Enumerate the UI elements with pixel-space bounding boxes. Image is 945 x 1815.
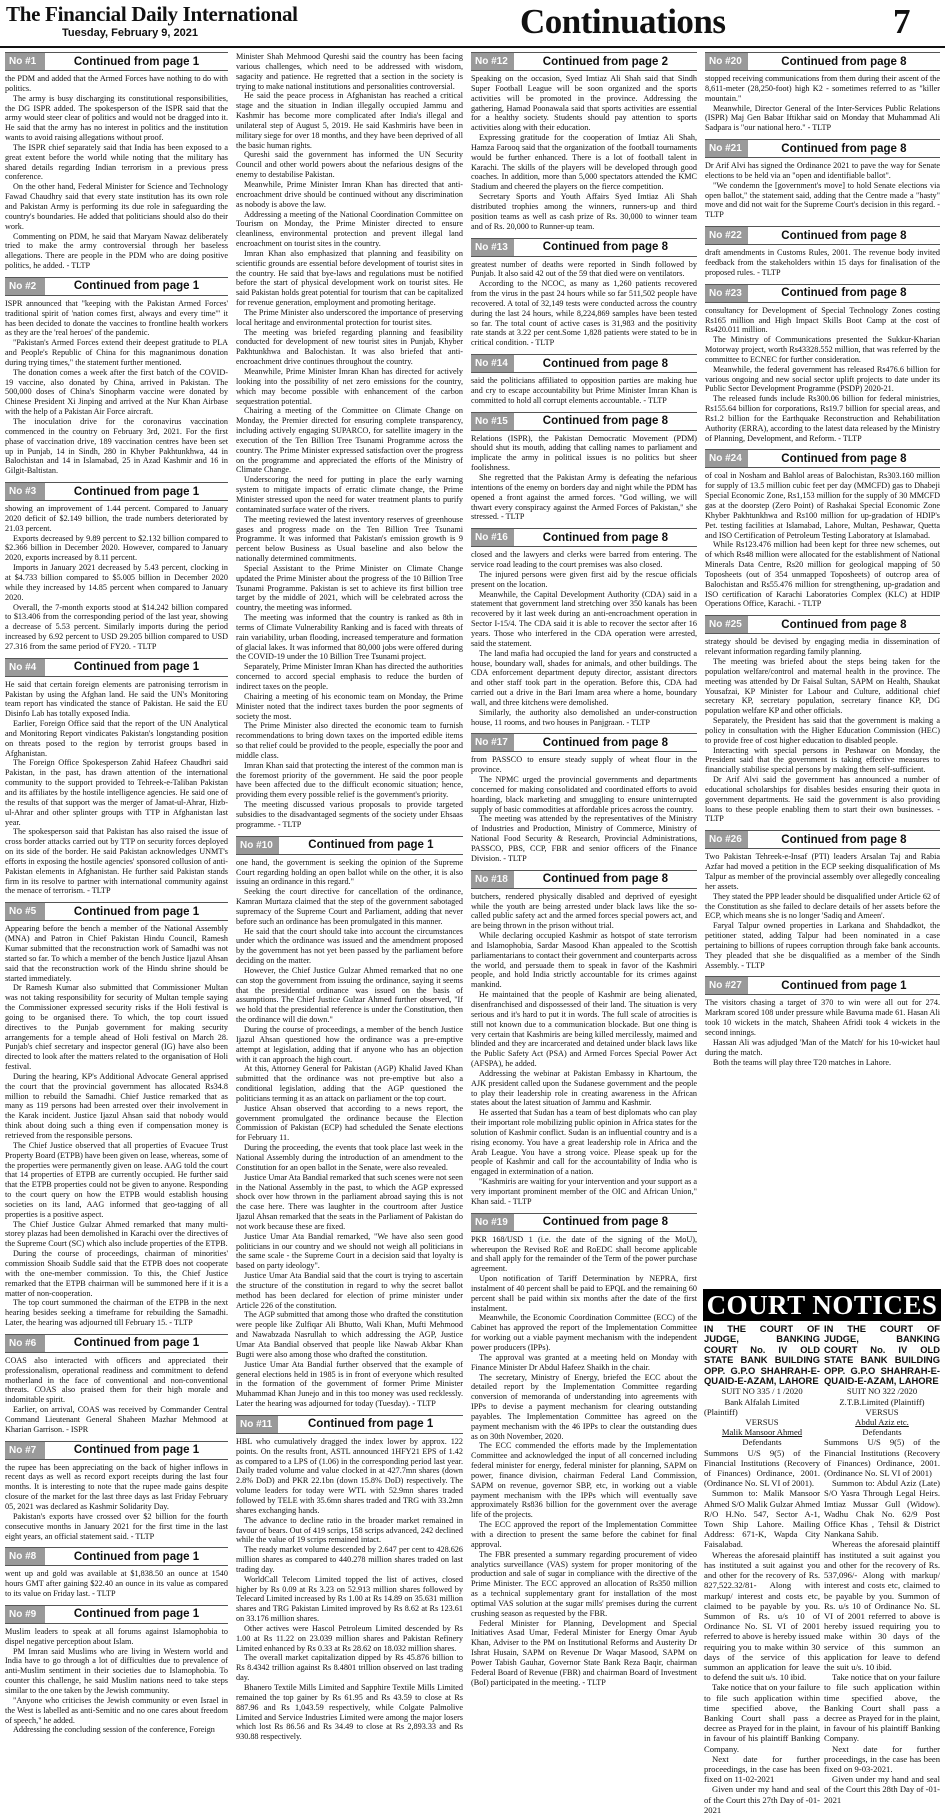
article-paragraph: The land mafia had occupied the land for years and constructed a house, boundary wall, shades for animals, and other buildings. The CDA enforcement department deputy director, assistant directors and other staff took part in the operation. Before this, CDA had carried out a drive in the Bari Imam area where a home, boundary wall, and three kitchens were demolished. xyxy=(471,648,697,707)
article-body xyxy=(705,248,940,278)
article-paragraph: greatest number of deaths were reported in Sindh followed by Punjab. It also said 42 out of the 59 that died were on ventilators. xyxy=(471,259,697,279)
article-paragraph: went up and gold was available at $1,838.50 an ounce at 1540 hours GMT after gaining $22.40 an ounce in its value as compared to its value on Friday last. - TLTP xyxy=(5,1569,228,1599)
article-paragraph: While Rs123.476 million had been kept for three new schemes, out of which Rs48 million were allocated for the establishment of National Minerals Data Centre, Rs20 million for geological mapping of 50 Toposheets (out of 354 unmapped Toposheets) of outcrop area of Balochistan and Rs55.476 million for strengthening, up-gradation and ISO certification of Karachi Laboratories Complex (KLC) at HDIP Operations Office, Karachi. - TLTP xyxy=(705,540,940,609)
article xyxy=(5,658,228,897)
article-number-tag: No #15 xyxy=(471,413,514,430)
article-paragraph: consultancy for Development of Special Technology Zones costing Rs165 million and High Impact Skills Boot Camp at the cost of Rs420.011 million. xyxy=(705,305,940,335)
article-paragraph: Justice Umar Ata Bandial said that the court is trying to ascertain the structure of the constitution in regard to why the secret ballot method has been declared for election of prime minister under Article 226 of the constitution. xyxy=(236,1271,463,1310)
article-body xyxy=(471,550,697,727)
article-number-tag: No #22 xyxy=(705,227,748,244)
article-header xyxy=(5,902,228,921)
article-paragraph: Imran Khan also emphasized that planning and feasibility on scientific grounds are essential before development of tourist sites in the country. He said that bye-laws and regulations must be notified before the start of physical development work on tourist sites. He said Pakistan holds great potential for tourism that can be capitalized for revenue generation, employment and promoting heritage. xyxy=(236,248,463,308)
article xyxy=(705,284,940,444)
article-paragraph: Earlier, Foreign Office said that the report of the UN Analytical and Monitoring Report vindicates Pakistan's longstanding position on threats posed to the region by terrorist groups based in Afghanistan. xyxy=(5,719,228,758)
article-paragraph: Exports decreased by 9.89 percent to $2.132 billion compared to $2.366 billion in December 2020. However, compared to January 2020, exports increased by 8.11 percent. xyxy=(5,533,228,563)
article-paragraph: Federal Minister for Planning, Development and Special Initiatives Asad Umar, Federal Minister for Energy Omar Ayub Khan, Adviser to the PM on Institutional Reforms and Austerity Dr Ishrat Husain, SAPM on Revenue Dr Waqar Masood, SAPM on Power Tabish Gauhar, Governor State Bank Reza Baqir, chairman Federal Board of Revenue (FBR) and chairman Board of Investment (BoI) participated in the meeting. - TLTP xyxy=(471,1618,697,1687)
article-paragraph: Commenting on PDM, he said that Maryam Nawaz deliberately tried to make the army controversial through her baseless allegations. There are people in the PDM who are doing positive politics, he added. - TLTP xyxy=(5,231,228,271)
article-paragraph: Bhanero Textile Mills Limited and Sapphire Textile Mills Limited remained the top gainer by Rs 61.95 and Rs 43.59 to close at Rs 887.96 and Rs 1,043.59 respectively, while Colgate Palmolive Limited and Service Industries Limited were among the major losers which lost Rs 86.56 and Rs 34.49 to close at Rs 2,893.33 and Rs 930.88 respectively. xyxy=(236,1683,463,1742)
article-continued-label: Continued from page 8 xyxy=(542,357,669,370)
article xyxy=(471,528,697,727)
article-body xyxy=(705,852,940,970)
article-continued-label: Continued from page 8 xyxy=(781,229,907,242)
article-paragraph: During the course of proceedings, a member of the bench Justice Ijazul Ahsan questioned how the ordinance was a pre-emptive attempt at legislation, adding that if anyone who has an objection with it can approach the high court. xyxy=(236,1025,463,1064)
article-paragraph: Relations (ISPR), the Pakistan Democratic Movement (PDM) should shut its mouth, adding that calling names to parliament and implicate the army in political issues is no politics but sheer foolishness. xyxy=(471,433,697,473)
page-number: 7 xyxy=(893,2,911,41)
notice-versus: VERSUS xyxy=(865,1406,899,1417)
article-paragraph: from PASSCO to ensure steady supply of wheat flour in the province. xyxy=(471,755,697,775)
article-paragraph: the rupee has been appreciating on the back of higher inflows in recent days as well as record export receipts during the last four months. It is interesting to note that the rupee made gains despite closure of the market for the last three days as last Friday February 05, 2021 was declared as Kashmir Solidarity Day. xyxy=(5,1462,228,1511)
article-paragraph: The visitors chasing a target of 370 to win were all out for 274. Markram scored 108 under pressure while Bavuma made 61. Hasan Ali took 10 wickets in the match, Shaheen Afridi took 4 wickets in the second innings. xyxy=(705,998,940,1037)
article-continued-label: Continued from page 1 xyxy=(308,1418,434,1431)
article-body xyxy=(705,74,940,133)
article-paragraph: Secretary Sports and Youth Affairs Syed Imtiaz Ali Shah distributed trophies among the winners, runners-up and third position teams as well as cash prize of Rs. 30,000 to winner team and of Rs. 20,000 to Runner-up team. xyxy=(471,192,697,231)
section-title: Continuations xyxy=(520,2,726,41)
article-paragraph: He asserted that Sudan has a team of best diplomats who can play their important role mobilizing public opinion in Africa states for the solution of Kashmir conflict. Sudan is an influential country and is a rising economy. You have a great leadership role in Africa and the Arab League. You have a strong voice. Please speak up for the people of Kashmir and call for the accountability of India who is engaged in extermination of a nation. xyxy=(471,1108,697,1177)
article xyxy=(5,1547,228,1599)
article-header xyxy=(5,658,228,677)
article-paragraph: Meanwhile, Prime Minister Imran Khan has directed that anti-encroachment drive should be continued without any discrimination as nobody is above the law. xyxy=(236,179,463,209)
article-paragraph: The Prime Minister also underscored the importance of preserving local heritage and environmental protection for tourist sites. xyxy=(236,307,463,327)
article xyxy=(236,1415,463,1742)
notice-paragraph: Summon to: Abdul Aziz (Late) S/O Yasra Through Legal Heirs. Imtiaz Mussar Gull (Widow). Wadhu Chak No. 62/9 Post Office Khas , Tehsil & District Nankana Sahib. xyxy=(824,1478,940,1540)
column-4 xyxy=(705,52,940,1284)
article-continued-label: Continued from page 8 xyxy=(781,452,907,465)
article-paragraph: The meeting was briefed about the steps being taken for the population welfare/control and maternal health in the province. The meeting was attended by Dr Faisal Sultan, SAPM on Health, Shaukat Yousafzai, KP Minister for Labour and Culture, additional chief secretary KP, secretary population, secretary finance KP, DG population welfare KP and other officials. xyxy=(705,656,940,716)
article-body xyxy=(705,306,940,444)
article-continued-label: Continued from page 1 xyxy=(73,280,200,293)
article-paragraph: Justice Umar Ata Bandial remarked, "We have also seen good politicians in our country and we should not weigh all politicians in the same scale - the Supreme Court in a decision said that loyalty is based on party ideology". xyxy=(236,1231,463,1271)
column-1 xyxy=(5,52,228,1735)
notice-defendant: Malik Mansoor Ahmed xyxy=(721,1427,803,1438)
article-paragraph: "Pakistan's Armed Forces extend their deepest gratitude to PLA and People's Republic of China for this magnanimous donation during trying times," the statement further mentioned. xyxy=(5,338,228,367)
article-paragraph: The Prime Minister also directed the economic team to furnish recommendations to bring down taxes on the imported edible items so that relief could be provided to the people, especially the poor and middle class. xyxy=(236,721,463,760)
article-paragraph: He maintained that the people of Kashmir are being alienated, disenfranchised and dispossessed of their land. The situation is very serious and it's hard to put it in words. The full scale of atrocities is still not known due to a communication blockade. But one thing is very certain that Kashmiris are being killed mercilessly, maimed and blinded and they are incarcerated and detained under black laws like the Public Safety Act (PSA) and Armed Forces Special Power Act (AFSPA), he added. xyxy=(471,990,697,1069)
article-paragraph: Other actives were Hascol Petroleum Limited descended by Rs 1.00 at Rs 11.22 on 23.039 million shares and Pakistan Refinery Limited enhanced by Rs 0.33 at Rs 28.62 on 18.032 million shares. xyxy=(236,1623,463,1653)
article-paragraph: He said that certain foreign elements are patronising terrorism in Pakistan by using the Afghan land. He said the UN's Monitoring team report has vindicated the stance of Pakistan. He said the EU Disinfo Lab has totally exposed India. xyxy=(5,679,228,719)
article-paragraph: Both the teams will play three T20 matches in Lahore. xyxy=(713,1057,892,1067)
article xyxy=(471,1213,697,1688)
article-number-tag: No #11 xyxy=(236,1416,278,1433)
article-paragraph: The Chief Justice Gulzar Ahmed remarked that many multi-storey plazas had been demolished in Karachi over the directives of the Supreme Court (SC) which also include properties of the ETPB. xyxy=(5,1219,228,1249)
article xyxy=(471,354,697,406)
article-continued-label: Continued from page 1 xyxy=(73,1337,200,1350)
article-paragraph: ISPR announced that "keeping with the Pakistan Armed Forces' traditional spirit of 'nation comes first, always and every time'" it has been decided to donate the vaccines to frontline health workers as they are the 'real heroes' of the pandemic. xyxy=(5,298,228,338)
article-body xyxy=(5,1356,228,1435)
article-body xyxy=(705,637,940,824)
article xyxy=(236,836,463,1409)
article-paragraph: The Ministry of Communications presented the Sukkur-Kharian Motorway project, worth Rs43328.552 million, that was referred by the committee to ECNEC for further consideration. xyxy=(705,335,940,364)
article-number-tag: No #17 xyxy=(471,734,514,751)
article xyxy=(5,1605,228,1735)
article-paragraph: The meeting was informed that the country is ranked as 8th in terms of Climate Vulnerability Ranking and is faced with threats of rain variability, urban flooding, increased temperature and formation of glacial lakes. It was informed that 80,000 jobs were offered during the COVID-19 under the 10 Billion Tree Tsunami project. xyxy=(236,613,463,662)
article-continued-label: Continued from page 1 xyxy=(73,661,200,674)
notice-plaintiff: Bank Alfalah Limited xyxy=(724,1396,800,1407)
court-notice xyxy=(704,1323,820,1815)
article-paragraph: Underscoring the need for putting in place the early warning system to mitigate impacts of erratic climate change, the Prime Minister stressed upon the need for water treatment plants to purify contaminated surface water of the rivers. xyxy=(236,475,463,514)
notice-court-name: IN THE COURT OF JUDGE, BANKING COURT No. IV OLD STATE BANK BUILDING OPP. G.P.O SHAHRAH-E-QUAID-E-AZAM, LAHORE xyxy=(824,1323,940,1387)
article-paragraph: Earlier, on arrival, COAS was received by Commander Central Command Lieutenant General Shaheen Mazhar Mehmood at Kharian Garrison. - ISPR xyxy=(5,1405,228,1434)
article-number-tag: No #6 xyxy=(5,1335,45,1352)
article-paragraph: said the politicians affiliated to opposition parties are making hue and cry to escape accountability but Prime Minister Imran Khan is committed to hold all corrupt elements accountable. - TLTP xyxy=(471,376,697,405)
article-continued-label: Continued from page 1 xyxy=(73,485,200,498)
article-header xyxy=(705,615,940,634)
article-paragraph: Upon notification of Tariff Determination by NEPRA, first instalment of 40 percent shall be paid to EPQL and the remaining 60 percent shall be paid within six months after the date of the first instalment. xyxy=(471,1274,697,1313)
article-header xyxy=(236,1415,463,1434)
notice-paragraph: Given under my hand and seal of the Court this 27th Day of -01-2021 xyxy=(704,1784,820,1815)
article xyxy=(471,52,697,232)
article-paragraph: strategy should be devised by engaging media in dissemination of relevant information regarding family planning. xyxy=(705,637,940,657)
article-continued-label: Continued from page 8 xyxy=(542,415,669,428)
article-paragraph: The ready market volume descended by 2.647 per cent to 428.626 million shares as compared to 440.278 million shares traded on last trading day. xyxy=(236,1545,463,1574)
article-paragraph: The ECC commended the efforts made by the Implementation Committee and acknowledged the input of all concerned including federal minister for energy, federal minister for planning, SAPM on power, finance division, chairman Federal Land Commission, SAPM on revenue, governor SBP, etc, in working out a viable payment mechanism with the IPPs which will eventually save approximately Rs836 billion for the government over the average life of the projects. xyxy=(471,1441,697,1520)
article-header xyxy=(705,226,940,245)
article-paragraph: the PDM and added that the Armed Forces have nothing to do with politics. xyxy=(5,74,228,93)
article-number-tag: No #3 xyxy=(5,483,45,500)
notice-defendant-role: Defendants xyxy=(742,1437,782,1448)
article-paragraph: During the hearing, KP's Additional Advocate General apprised the court that the provincial government has allocated Rs34.8 million to rebuild the Samadhi. Chief Justice remarked that as many as 119 persons had been arrested over their involvement in the Karak incident. Justice Ijazul Ahsan said that nobody would think about doing such a thing even if compensation money is retrieved from the responsible persons. xyxy=(5,1071,228,1140)
article-paragraph: Appearing before the bench a member of the National Assembly (MNA) and Patron in Chief Pakistan Hindu Council, Ramesh Kumar submitted that the reconstruction work of Samadhi was not started so far. To which a member of the bench Justice Ijazul Ahsan said that the reconstruction work of the Hindu shrine should be started immediately. xyxy=(5,924,228,983)
article-number-tag: No #25 xyxy=(705,616,748,633)
article-header xyxy=(471,733,697,752)
article-number-tag: No #24 xyxy=(705,450,748,467)
article-paragraph: The ECC approved the report of the Implementation Committee with a direction to present the same before the cabinet for final approval. xyxy=(471,1520,697,1549)
article-number-tag: No #26 xyxy=(705,831,748,848)
article-body xyxy=(5,1569,228,1599)
article xyxy=(705,449,940,609)
notice-paragraph: Next date for further proceedings, in the case has been fixed on 11-02-2021 xyxy=(704,1753,820,1785)
article xyxy=(705,226,940,278)
article-paragraph: Special Assistant to the Prime Minister on Climate Change updated the Prime Minister about the progress of the 10 Billion Tree Tsunami Programme. Pakistan is set to achieve its first billion tree target by the middle of 2021, which will be celebrated across the country, the meeting was informed. xyxy=(236,563,463,613)
publication-name: The Financial Daily International xyxy=(6,2,298,26)
article-header xyxy=(5,52,228,71)
article-paragraph: closed and the lawyers and clerks were barred from entering. The service road leading to the court premises was also closed. xyxy=(471,550,697,570)
article-paragraph: Meanwhile, Prime Minister Imran Khan has directed for actively looking into the possibility of net zero emissions for the country, which may become possible with enhancement of the carbon sequestration potential. xyxy=(236,367,463,406)
article-body xyxy=(471,755,697,863)
notice-defendant: Abdul Aziz etc. xyxy=(855,1417,909,1428)
article-paragraph: stopped receiving communications from them during their ascent of the 8,611-meter (28,250-foot) high K2 - sometimes referred to as "killer mountain." xyxy=(705,74,940,103)
article-paragraph: The overall market capitalization dipped by Rs 45.876 billion to Rs 8.4342 trillion against Rs 8.4801 trillion observed on last trading day. xyxy=(236,1653,463,1683)
notice-paragraph: Whereas the aforesaid plaintiff has instituted a suit against you and other for the recovery of Rs. 827,522.32/81- Along with markup/ interest and costs etc, claimed to be payable by you. Summon of Rs. u/s 10 of Ordinance No. SL VI of 2001 referred to above is hereby issued requiring you to make within 30 days of the service of this summon an application for leave to defend the suit u/s. 10 ibid. xyxy=(704,1549,820,1683)
article-body xyxy=(5,1463,228,1542)
article-paragraph: Meanwhile, the federal government has released Rs476.6 billion for various ongoing and new social sector uplift projects to date under its Public Sector Development Programme (PSDP) 2020-21. xyxy=(705,364,940,394)
notice-defendant-role: Defendants xyxy=(862,1427,902,1438)
article-paragraph: The approval was granted at a meeting held on Monday with Finance Minister Dr Abdul Hafeez Shaikh in the chair. xyxy=(471,1352,697,1372)
article-continued-label: Continued from page 8 xyxy=(781,618,907,631)
article-number-tag: No #2 xyxy=(5,278,45,295)
notice-paragraph: Summons U/S 9(5) of the Financial Institutions (Recovery of Finances) Ordinance, 2001. (Ordinance No. SL VI of 2001). xyxy=(704,1447,820,1489)
article-paragraph: The AGP submitted that among those who drafted the constitution were people like Zulfiqar Ali Bhutto, Wali Khan, Mufti Mehmood and Nawabzada Nasrullah to which addressing the AGP, Justice Umar Ata Bandial observed that people like Nawab Akbar Khan Bugti were also among those who drafted the constitution. xyxy=(236,1310,463,1359)
article-paragraph: The spokesperson said that Pakistan has also raised the issue of cross border attacks carried out by TTP on security forces deployed on its side of the border. He said Pakistan acknowledges UNMT's efforts in exposing the hostile agencies' sponsored collusion of anti-Pakistan elements in Afghanistan. He further said Pakistan stands firm in its resolve to partner with international community against the menace of terrorism. - TLTP xyxy=(5,827,228,896)
masthead xyxy=(0,0,945,48)
article-paragraph: Justice Umar Ata Bandial remarked that such scenes were not seen in the National Assembly in the past, to which the AGP expressed shock over how thrown in the parliament abroad saying this is not the case here. There was laughter in the courtroom after Justice Ijazul Ahsan remarked that the seats in the Parliament of Pakistan do not work because these are fixed. xyxy=(236,1172,463,1231)
article-paragraph: Overall, the 7-month exports stood at $14.242 billion compared to $13.406 from the corresponding period of the last year, showing a decrease of 5.53 percent. Similarly imports during the period increased by 6.92 percent to USD 29.205 billion compared to USD 27.316 from the same period of FY20. - TLTP xyxy=(5,602,228,651)
article-paragraph: However, the Chief Justice Gulzar Ahmed remarked that no one can stop the government from issuing the ordinance, saying it seems that the presidential ordinance was issued on the basis of assumptions. The Chief Justice Gulzar Ahmed further observed, "If we hold that the presidential reference is under the Constitution, then the ordinance will die down." xyxy=(236,965,463,1025)
article-header xyxy=(5,482,228,501)
article-body xyxy=(705,161,940,220)
article-paragraph: Addressing the concluding session of the conference, Foreign xyxy=(13,1725,215,1735)
article-continued-label: Continued from page 8 xyxy=(781,833,907,846)
article-paragraph: of coal in Nosham and Bahlol areas of Balochistan, Rs303.160 million for supply of 13.5 million cubic feet per day (MMCFD) gas to Dhabeji Special Economic Zone, Rs1,153 million for the supply of 30 MMCFD gas at the doorstep (Zero Point) of Rashakai Special Economic Zone Khyber Pakhtunkhwa and Rs100 million for up-gradation of HDIP's Pet. testing facilities at Islamabad, Lahore, Multan, Peshawar, Quetta and ISO Certification of Petroleum Testing Laboratory at Islamabad. xyxy=(705,471,940,540)
article xyxy=(5,1441,228,1542)
article xyxy=(5,52,228,271)
notice-suit-number: SUIT NO 335 / 1 /2020 xyxy=(721,1386,803,1397)
court-notice xyxy=(824,1323,940,1805)
article-paragraph: They stated the PPP leader should be disqualified under Article 62 of the Constitution as she failed to declare details of her assets before the ECP, which means she is no longer 'Sadiq and Ameen'. xyxy=(705,891,940,921)
article-paragraph: He said that the court should take into account the circumstances under which the ordinance was issued and the amendment proposed by the government has not yet been passed by the parliament before deciding on the matter. xyxy=(236,926,463,966)
article-header xyxy=(705,449,940,468)
article-paragraph: The meeting reviewed the latest inventory reserves of greenhouse gases and progress made on the Ten Billion Tree Tsunami Programme. It was informed that Pakistan's emission growth is 9 percent below Business as Usual baseline and also below the nationally determined commitments. xyxy=(236,514,463,564)
article-paragraph: "We condemn the [government's move] to hold Senate elections via open ballot," the statement said, adding that the Centre made a "hasty" move and did not wait for the Supreme Court's decision in this regard. - TLTP xyxy=(705,180,940,220)
article-paragraph: While declaring occupied Kashmir as hotspot of state terrorism and Islamophobia, Sardar Masood Khan appealed to the Scottish parliamentarians to contact their government and counterparts across the world, and persuade them to speak in favor of the Kashmiri people, and hold India strictly accountable for its crimes against mankind. xyxy=(471,931,697,990)
article-paragraph: "Kashmiris are waiting for your intervention and your support as a very important prominent member of the OIC and African Union," Khan said. - TLTP xyxy=(471,1177,697,1206)
article-paragraph: Interacting with special persons in Peshawar on Monday, the President said that the government is taking effective measures to financially stabilise special persons by making them self-sufficient. xyxy=(705,745,940,775)
article-paragraph: Meanwhile, the Capital Development Authority (CDA) said in a statement that government land stretching over 350 kanals has been recovered by it last week during an anti-encroachment operation in Sector I-15/4. The CDA said it is able to recover the sector after 16 years. Those who interfered in the CDA operation were arrested, said the statement. xyxy=(471,589,697,648)
article-number-tag: No #12 xyxy=(471,53,514,70)
article-paragraph: one hand, the government is seeking the opinion of the Supreme Court regarding holding an open ballot while on the other, it is also issuing an ordinance in this regard." xyxy=(236,857,463,887)
notice-plaintiff: Z.T.B.Limited (Plaintiff) xyxy=(839,1396,925,1407)
article-paragraph: Chairing a meeting of the Committee on Climate Change on Monday, the Premier directed for ensuring complete transparency, including actively engaging SUPARCO, for satellite imagery in the execution of the Ten Billion Tree Tsunami Programme across the country. The Prime Minister expressed satisfaction over the progress on the programme and appreciated the efforts of the Ministry of Climate Change. xyxy=(236,406,463,475)
article-body xyxy=(705,471,940,609)
article-body xyxy=(5,680,228,897)
article-header xyxy=(705,284,940,303)
article-number-tag: No #14 xyxy=(471,355,514,372)
article xyxy=(236,52,463,830)
article-paragraph: Minister Shah Mehmood Qureshi said the country has been facing various challenges, which need to be addressed with wisdom, sagacity and patience. He regretted that a section in the society is trying to make national institutions and personalities controversial. xyxy=(236,52,463,91)
article xyxy=(705,830,940,970)
article xyxy=(471,412,697,523)
article-paragraph: The injured persons were given first aid by the rescue officials present on the location. xyxy=(471,569,697,589)
article-number-tag: No #19 xyxy=(471,1214,514,1231)
article-paragraph: The advance to decline ratio in the broader market remained in favour of bears. Out of 419 scrips, 158 scrips advanced, 242 declined while the value of 19 scrips remained intact. xyxy=(236,1515,463,1545)
article-continued-label: Continued from page 1 xyxy=(308,839,434,852)
article-body xyxy=(5,504,228,652)
article-number-tag: No #9 xyxy=(5,1606,45,1623)
article-body xyxy=(5,74,228,271)
article-continued-label: Continued from page 8 xyxy=(542,736,669,749)
article-header xyxy=(705,139,940,158)
article-header xyxy=(471,870,697,889)
article-paragraph: Separately, Prime Minister Imran Khan has directed the authorities concerned to accord special emphasis to reduce the burden of indirect taxes on the people. xyxy=(236,662,463,691)
notice-suit-number: SUIT NO 322 /2020 xyxy=(846,1386,918,1397)
article-paragraph: COAS also interacted with officers and appreciated their professionalism, operational readiness and commitment to defend motherland in the face of conventional and non-conventional threats. COAS also praised them for their high morale and indomitable spirit. xyxy=(5,1355,228,1405)
notice-versus: VERSUS xyxy=(745,1417,779,1428)
article-continued-label: Continued from page 1 xyxy=(73,1444,200,1457)
article-paragraph: Faryal Talpur owned properties in Larkana and Shahdadkot, the petitioner stated, adding Talpur had been nominated in a case pertaining to billions of rupees corruption through fake bank accounts. They pleaded that she be disqualified as a member of the Sindh Assembly. - TLTP xyxy=(705,921,940,970)
article-paragraph: Justice Umar Ata Bandial further observed that the example of general elections held in 1985 is in front of everyone which resulted in the formation of the government of former Prime Minister Muhammad Khan Junejo and in this too money was used recklessly. Later the hearing was adjourned for today (Tuesday). - TLTP xyxy=(236,1359,463,1409)
article-body xyxy=(236,52,463,830)
article-header xyxy=(471,354,697,373)
article-paragraph: Pakistan's exports have crossed over $2 billion for the fourth consecutive months in January 2021 for the first time in the last eight years, an official statement said. - TLTP xyxy=(5,1511,228,1541)
article-paragraph: Speaking on the occasion, Syed Imtiaz Ali Shah said that Sindh Super Football League will be soon organized and the sports activities will be promoted in the province. Addressing the gathering, Hamad Poonawala said that sports activities are essential for a healthy society. Students should pay attention to sports activities along with their education. xyxy=(471,74,697,133)
article-paragraph: The army is busy discharging its constitutional responsibilities, the DG ISPR added. The spokesperson of the ISPR said that the army would steer clear of politics and would not be dragged into it. He said that the army has no interest in politics and the institution wants to avoid raising allegations without proof. xyxy=(5,93,228,143)
article-paragraph: Meanwhile, Director General of the Inter-Services Public Relations (ISPR) Maj Gen Babar Iftikhar said on Monday that Muhammad Ali Sadpara is "our national hero." - TLTP xyxy=(705,103,940,133)
article-header xyxy=(471,52,697,71)
article-paragraph: PM Imran said Muslims who are living in Western world and India have to go through a lot of difficulties due to prevalence of anti-Muslim sentiment in their societies due to Islamophobia. To counter this challenge, he said Muslim nations need to take steps similar to the one taken by the Jewish community. xyxy=(5,1646,228,1695)
article-body xyxy=(5,299,228,476)
article-number-tag: No #18 xyxy=(471,871,514,888)
article-paragraph: The meeting discussed various proposals to provide targeted subsidies to the disadvantaged segments of the society under Ehsaas programme. - TLTP xyxy=(236,800,463,829)
notice-paragraph: Given under my hand and seal of the Court this 28th Day of -01-2021 xyxy=(824,1774,940,1805)
article-paragraph: Two Pakistan Tehreek-e-Insaf (PTI) leaders Arsalan Taj and Rabia Azfar had moved a petition in the ECP seeking disqualification of Ms Talpur as member of the provincial assembly over allegedly concealing her assets. xyxy=(705,852,940,891)
article xyxy=(471,870,697,1207)
article-header xyxy=(5,1334,228,1353)
article-paragraph: At this, Attorney General for Pakistan (AGP) Khalid Javed Khan submitted that the ordinance was not pre-emptive but also a conditional legislation, adding that the AGP questioned the politicians terming it as an attack on parliament or the top court. xyxy=(236,1064,463,1103)
article-paragraph: Qureshi said the government has informed the UN Security Council and other world powers about the nefarious designs of the enemy to destabilise Pakistan. xyxy=(236,150,463,180)
article-body xyxy=(236,1437,463,1742)
article-paragraph: On the other hand, Federal Minister for Science and Technology Fawad Chaudhry said that every state institution has its own role and Pakistan Army is performing its due role in safeguarding the country's boundaries. He added that politicians should also do their work. xyxy=(5,182,228,231)
article-number-tag: No #10 xyxy=(236,837,279,854)
article-paragraph: PKR 168/USD 1 (i.e. the date of the signing of the MoU), whereupon the Revised RoE and RoEDC shall become applicable and shall apply for the remainder of the Term of the power purchase agreement. xyxy=(471,1234,697,1274)
article-paragraph: Seeking the court directive for cancellation of the ordinance, Kamran Murtaza claimed that the step of the government sabotaged supremacy of the Supreme Court and Parliament, adding that never before such an ordinance has been promulgated in this manner. xyxy=(236,887,463,926)
article-body xyxy=(471,1235,697,1688)
article-number-tag: No #27 xyxy=(705,977,748,994)
article-number-tag: No #16 xyxy=(471,529,514,546)
article-continued-label: Continued from page 8 xyxy=(542,531,669,544)
article-paragraph: The Foreign Office Spokesperson Zahid Hafeez Chaudhri said Pakistan, in the past, has drawn attention of the international community to the support provided to Tehreek-e-Taliban Pakistan and its affiliates by the hostile intelligence agencies. He said one of the results of that support was the merger of Jamat-ul-Ahrar, Hizb-ul-Ahrar and other splinter groups with TTP in Afghanistan last year. xyxy=(5,758,228,827)
article xyxy=(705,976,940,1067)
article xyxy=(705,139,940,220)
article-number-tag: No #7 xyxy=(5,1442,45,1459)
article-paragraph: Chairing a meeting of his economic team on Monday, the Prime Minister noted that the indirect taxes burden the poor segments of society the most. xyxy=(236,691,463,721)
article-continued-label: Continued from page 1 xyxy=(73,55,200,68)
article-paragraph: draft amendments in Customs Rules, 2001. The revenue body invited feedback from the stakeholders within 15 days for finalisation of the proposed rules. - TLTP xyxy=(705,248,940,277)
article-paragraph: The ISPR chief separately said that India has been exposed to a great extent before the world while noting that the military has shared details regarding Indian terrorism in a previous press conference. xyxy=(5,142,228,182)
article-number-tag: No #1 xyxy=(5,53,45,70)
notice-paragraph: Take notice that on your failure to file such application within time specified above, the Banking Court shall pass a decree as Prayed for in the plaint, in favour of his plaintiff Banking Company. xyxy=(824,1672,940,1744)
article xyxy=(471,238,697,349)
article-body xyxy=(236,858,463,1409)
article-paragraph: Expressing gratitude for the cooperation of Imtiaz Ali Shah, Hamza Farooq said that the organization of the football tournaments would be further enhanced. There is a lot of football talent in Karachi. The skills of the players will be developed through good coaches. In addition, more than 5,000 spectators attended the KMC Stadium and cheered the players on the fierce competition. xyxy=(471,133,697,192)
article-paragraph: Dr Arif Alvi said the government has announced a number of educational scholarships for disables besides ensuring their quota in government departments. He said the government is also providing loans to these people enabling them to start their own businesses. - TLTP xyxy=(705,775,940,824)
article-number-tag: No #20 xyxy=(705,53,748,70)
article-number-tag: No #23 xyxy=(705,285,748,302)
article-paragraph: During the proceeding, the events that took place last week in the National Assembly during the introduction of an amendment to the Constitution for an open ballot in the Senate, were also revealed. xyxy=(236,1143,463,1172)
article xyxy=(705,52,940,133)
article-header xyxy=(705,52,940,71)
article-body xyxy=(705,998,940,1067)
article-paragraph: The top court summoned the chairman of the ETPB in the next hearing besides seeking a timeframe for rebuilding the Samadhi. Later, the hearing was adjourned till February 15. - TLTP xyxy=(5,1298,228,1328)
article-paragraph: showing an improvement of 1.44 percent. Compared to January 2020 deficit of $2.149 billion, the trade numbers deteriorated by 21.03 percent. xyxy=(5,504,228,533)
article-paragraph: The Chief Justice observed that all properties of Evacuee Trust Property Board (ETPB) have been given on lease, whereas, some of the properties were permanently given on lease. AAG told the court that 14 properties of ETPB are currently occupied. He further said that the ETPB properties could not be given to anyone. Responding to the court query on how the ETPB would establish housing societies on its land, AAG informed that geo-tagging of all properties is a positive aspect. xyxy=(5,1140,228,1219)
article xyxy=(5,482,228,652)
article-continued-label: Continued from page 1 xyxy=(73,1608,200,1621)
article-paragraph: Meanwhile, the Economic Coordination Committee (ECC) of the Cabinet has approved the report of the Implementation Committee for working out a viable payment mechanism with the independent power producers (IPPs). xyxy=(471,1313,697,1352)
article-paragraph: Dr Ramesh Kumar also submitted that Commissioner Multan was not taking responsibility for security of Multan temple saying the Commissioner expressed security risks if the Holi festival is going to be organised there. To which, the top court issued directives to the Punjab government for making security arrangements for a temple ahead of Holi festival on March 28. Punjab's chief secretary and inspector general (IG) have also been directed to look after the matters related to the organisation of Holi festival. xyxy=(5,983,228,1072)
article-body xyxy=(5,924,228,1328)
article-continued-label: Continued from page 8 xyxy=(542,873,669,886)
notice-paragraph: Next date for further proceedings, in the case has been fixed on 9-03-2021. xyxy=(824,1743,940,1774)
article-header xyxy=(471,238,697,257)
article-paragraph: Separately, the President has said that the government is making a policy in consultation with the Higher Education Commission (HEC) to provide free of cost higher education to disabled people. xyxy=(705,716,940,745)
column-2 xyxy=(236,52,463,1742)
article-paragraph: Imran Khan said that protecting the interest of the common man is the foremost priority of the government. He said the poor people have been affected due to the difficult economic situation; hence, providing them every possible relief is the government's priority. xyxy=(236,760,463,800)
article-continued-label: Continued from page 8 xyxy=(542,241,669,253)
article-header xyxy=(471,412,697,431)
article-paragraph: During the course of proceedings, chairman of minorities' commission Shoaib Suddle said that the ETPB does not cooperate with the one-member commission. To this, the Chief Justice remarked that the ETPB chairman will be summoned here if it is a matter of non-cooperation. xyxy=(5,1249,228,1298)
article-number-tag: No #5 xyxy=(5,903,45,920)
issue-date: Tuesday, February 9, 2021 xyxy=(62,27,198,39)
article-header xyxy=(5,1605,228,1624)
article-header xyxy=(5,277,228,296)
notice-paragraph: Summons U/S 9(5) of the Financial Institutions (Recovery of Finances) Ordinance, 2001. (Ordinance No. SL VI of 2001) xyxy=(824,1437,940,1479)
article-paragraph: Muslim leaders to speak at all forums against Islamophobia to dispel negative perception about Islam. xyxy=(5,1626,228,1646)
article-body xyxy=(5,1627,228,1735)
article-header xyxy=(471,528,697,547)
article-number-tag: No #4 xyxy=(5,659,45,676)
article-continued-label: Continued from page 8 xyxy=(781,142,907,155)
notice-paragraph: Whereas the aforesaid plaintiff has instituted a suit against you and other for the recovery of Rs. 537,096/- Along with markup/ interest and costs etc, claimed to be payable by you. Summon of Rs. u/s 10 of Ordinance No. SL VI of 2001 referred to above is hereby issued requiring you to make within 30 days of the service of this summon an application for leave to defend the suit u/s. 10 ibid. xyxy=(824,1539,940,1672)
notice-paragraph: Summon to: Malik Mansoor Ahmed S/O Malik Gulzar Ahmed R/O H.No. 547, Sector A-1, Town Ship Lahore. Mailing Address: 671-K, Wapda City Faisalabad. xyxy=(704,1488,820,1550)
article-paragraph: Similarly, the authority also demolished an under-construction house, 11 rooms, and two houses in Panjgraan. - TLTP xyxy=(471,707,697,727)
article-paragraph: Addressing the webinar at Pakistan Embassy in Khartoum, the AJK president called upon the Sudanese government and the people to play their leadership role in creating awareness in the African states about the latest situation of Jammu and Kashmir. xyxy=(471,1068,697,1108)
notice-court-name: IN THE COURT OF JUDGE, BANKING COURT No. IV OLD STATE BANK BUILDING OPP. G.P.O SHAHRAH-E-QUAID-E-AZAM, LAHORE xyxy=(704,1323,820,1387)
article-paragraph: Hassan Ali was adjudged 'Man of the Match' for his 10-wicket haul during the match. xyxy=(705,1037,940,1057)
article-paragraph: The released funds include Rs300.06 billion for federal ministries, Rs155.64 billion for corporations, Rs19.7 billion for special areas, and Rs1.2 billion for the Earthquake Reconstruction and Rehabilitation Authority (ERRA), according to the latest data released by the Ministry of Planning, Development, and Reform. - TLTP xyxy=(705,394,940,443)
article-paragraph: Dr Arif Alvi has signed the Ordinance 2021 to pave the way for Senate elections to be held via an "open and identifiable ballot". xyxy=(705,161,940,180)
article-body xyxy=(471,892,697,1207)
article-body xyxy=(471,376,697,406)
article-header xyxy=(705,830,940,849)
article-paragraph: She regretted that the Pakistan Army is defeating the nefarious intentions of the enemy on borders day and night while the PDM has opened a front against the armed forces. "God willing, we will thwart every conspiracy against the Armed Forces of Pakistan," she stressed. - TLTP xyxy=(471,473,697,522)
article xyxy=(471,733,697,863)
article-header xyxy=(705,976,940,995)
article-paragraph: HBL who cumulatively dragged the index lower by approx. 122 points. On the results front, ASTL announced 1HFY21 EPS of 1.42 as compared to a LPS of (1.06) in the corresponding period last year. Daily traded volume and value clocked in at 427.7mn shares (down 2.8% DoD) and PKR 22.1bn (down 15.8% DoD) respectively. The volume leaders for today were WTL with 52.9mn shares traded followed by TELE with 35.6mn shares traded and TRG with 33.2mn shares exchanging hands. xyxy=(236,1436,463,1515)
article-paragraph: The inoculation drive for the coronavirus vaccination commenced in the country on February 3rd, 2021. For the first phase of vaccination drive, 189 vaccination centres have been set up in Punjab, 14 in Sindh, 280 in Khyber Pakhtunkhwa, 44 in Balochistan and 14 in Islamabad, 25 in Azad Kashmir and 16 in Gilgit-Baltistan. xyxy=(5,417,228,476)
article-paragraph: Justice Ahsan observed that according to a news report, the government promulgated the ordinance because the Election Commission of Pakistan (ECP) had scheduled the Senate elections for February 11. xyxy=(236,1103,463,1143)
article-paragraph: He said the peace process in Afghanistan has reached a critical stage and the situation in Indian illegally occupied Jammu and Kashmir has become more complicated after India's illegal and unilateral step of August 5, 2019. He said Kashmiris have been in military siege for over 18 months, and they have been deprived of all the basic human rights. xyxy=(236,91,463,150)
notice-plaintiff-role: (Plaintiff) xyxy=(704,1406,738,1417)
article-paragraph: WorldCall Telecom Limited topped the list of actives, closed higher by Rs 0.09 at Rs 3.23 on 52.913 million shares followed by Telecard Limited increased by Rs 1.00 at Rs 14.89 on 35.631 million shares and TRG Pakistan Limited improved by Rs 8.62 at Rs 123.61 on 33.176 million shares. xyxy=(236,1574,463,1624)
article-continued-label: Continued from page 2 xyxy=(542,55,669,68)
article-paragraph: Imports in January 2021 decreased by 5.43 percent, clocking in at $4.733 billion compared to $5.005 billion in December 2020 while they increased by 14.85 percent when compared to January 2020. xyxy=(5,563,228,602)
article-paragraph: butchers, rendered physically disabled and deprived of eyesight while the youth are being arrested under black laws like the so-called public safety act and the armed forces special powers act, and are being thrown in the prison without trial. xyxy=(471,891,697,931)
article-header xyxy=(5,1441,228,1460)
court-notices-banner: COURT NOTICES xyxy=(703,1289,941,1321)
article-paragraph: The meeting was attended by the representatives of the Ministry of Industries and Production, Ministry of Commerce, Ministry of National Food Security & Research, Provincial Administrations, PASSCO, PBS, CCP, FBR and senior officers of the Finance Division. - TLTP xyxy=(471,814,697,863)
article-paragraph: The meeting was briefed regarding planning and feasibility conducted for development of new tourist sites in Punjab, Khyber Pakhtunkhwa and Balochistan. It was also briefed that anti-encroachment drive continues throughout the country. xyxy=(236,327,463,367)
article-continued-label: Continued from page 8 xyxy=(781,287,907,300)
article xyxy=(5,277,228,476)
article-paragraph: Addressing a meeting of the National Coordination Committee on Tourism on Monday, the Prime Minister directed to ensure cleanliness, environmental protection and prevent illegal land encroachment on tourist sites in the country. xyxy=(236,209,463,249)
article xyxy=(5,902,228,1328)
article-number-tag: No #13 xyxy=(471,239,514,256)
article-body xyxy=(471,434,697,523)
article-paragraph: The secretary, Ministry of Energy, briefed the ECC about the detailed report by the Implementation Committee regarding conversion of memoranda of understanding into agreements with IPPs to devise a payment mechanism for clearing outstanding payables. The Implementation Committee has agreed on the payment mechanism with the 46 IPPs to clear the outstanding dues as on 30th November, 2020. xyxy=(471,1372,697,1441)
article-header xyxy=(236,836,463,855)
article-continued-label: Continued from page 1 xyxy=(781,979,907,992)
article-continued-label: Continued from page 8 xyxy=(542,1216,669,1229)
article-continued-label: Continued from page 1 xyxy=(73,1550,200,1563)
article-number-tag: No #21 xyxy=(705,140,748,157)
article-body xyxy=(471,260,697,349)
article xyxy=(5,1334,228,1435)
article-header xyxy=(5,1547,228,1566)
article-paragraph: The donation comes a week after the first batch of the COVID-19 vaccine, also donated by China, arrived in Pakistan. The 500,000 doses of China's Sinopharm vaccine were donated by Chinese President Xi Jinping and arrived at the Nur Khan Airbase with the help of a Pakistan Air Force aircraft. xyxy=(5,367,228,417)
article-paragraph: The FBR presented a summary regarding procurement of video analytics surveillance (VAS) system for proper monitoring of the production and sale of sugar in compliance with the directive of the Prime Minister. The ECC approved an allocation of Rs350 million as a technical supplementary grant for installation of the most optimal VAS solution at the sugar mills' premises during the current crushing season as requested by the FBR. xyxy=(471,1549,697,1618)
notice-paragraph: Take notice that on your failure to file such application within time specified above, the Banking Court shall pass a decree as Prayed for in the plaint, in favour of his plaintiff Banking Company. xyxy=(704,1682,820,1754)
article-header xyxy=(471,1213,697,1232)
article-continued-label: Continued from page 1 xyxy=(73,905,200,918)
article-paragraph: "Anyone who criticises the Jewish community or even Israel in the West is labelled as anti-Semitic and no one cares about freedom of speech," he added. xyxy=(5,1695,228,1725)
article-continued-label: Continued from page 8 xyxy=(781,55,907,68)
article-body xyxy=(471,74,697,232)
article-number-tag: No #8 xyxy=(5,1548,45,1565)
column-3 xyxy=(471,52,697,1687)
article-paragraph: According to the NCOC, as many as 1,260 patients recovered from the virus in the past 24 hours while so far 511,502 people have recovered. A total of 32,149 tests were conducted across the country during the last 24 hours, while 8,224,869 samples have been tested so far. The total count of active cases is 31,983 and the positivity rate stands at 3.22 per cent.Some 1,828 patients were stated to be in critical condition. - TLTP xyxy=(471,279,697,348)
article xyxy=(705,615,940,824)
article-paragraph: The NPMC urged the provincial governments and departments concerned for making consolidated and coordinated efforts to avoid hoarding, black marketing and smuggling to ensure uninterrupted supply of basic commodities at affordable prices across the country. xyxy=(471,775,697,814)
